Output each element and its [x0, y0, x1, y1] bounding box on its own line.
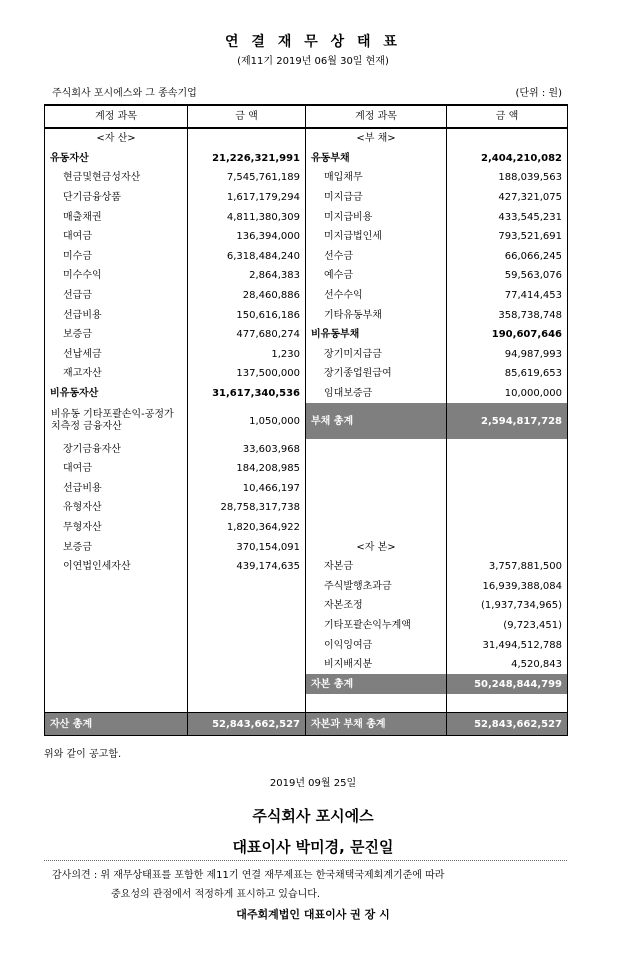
- asset-empty-cell: [45, 674, 188, 694]
- liab-equity-account-value: 2,404,210,082: [447, 149, 568, 169]
- table-row: [45, 596, 568, 616]
- table-row: [45, 364, 568, 384]
- asset-account-label-text: 비유동 기타포괄손익-공정가치측정 금융자산: [51, 409, 174, 433]
- liab-equity-account-label: [306, 479, 447, 499]
- table-row: [45, 305, 568, 325]
- liab-equity-account-value: 3,757,881,500: [447, 557, 568, 577]
- grand-total-row: [45, 713, 568, 736]
- asset-account-value: 439,174,635: [188, 557, 306, 577]
- asset-account-value: 1,050,000: [188, 403, 306, 439]
- table-row: [45, 188, 568, 208]
- liab-equity-account-value: [447, 537, 568, 557]
- liab-equity-account-label: <부 채>: [306, 128, 447, 149]
- asset-account-value: 2,864,383: [188, 266, 306, 286]
- liab-equity-account-label: 미지급비용: [306, 207, 447, 227]
- liab-equity-account-label: 선수금: [306, 247, 447, 267]
- table-row: [45, 168, 568, 188]
- page-title: 연 결 재 무 상 태 표: [225, 34, 401, 50]
- asset-account-label: 현금및현금성자산: [45, 168, 188, 188]
- announce-date: 2019년 09월 25일: [269, 778, 357, 789]
- liab-equity-account-label: 매입채무: [306, 168, 447, 188]
- header-amount-left: 금 액: [188, 105, 306, 128]
- liab-equity-account-label: [306, 498, 447, 518]
- table-row: [45, 498, 568, 518]
- asset-account-value: 1,617,179,294: [188, 188, 306, 208]
- asset-empty-cell: [45, 635, 188, 655]
- total-liab-equity-value: 52,843,662,527: [447, 713, 568, 736]
- liab-equity-account-value: [447, 128, 568, 149]
- liab-equity-account-value: 358,738,748: [447, 305, 568, 325]
- liab-equity-account-label: [306, 518, 447, 538]
- table-row: [45, 557, 568, 577]
- asset-account-value: 7,545,761,189: [188, 168, 306, 188]
- liab-equity-account-value: 94,987,993: [447, 345, 568, 365]
- asset-empty-cell: [188, 635, 306, 655]
- asset-empty-cell: [45, 576, 188, 596]
- liab-equity-account-value: [447, 439, 568, 459]
- audit-opinion-line1: 감사의견 : 위 재무상태표를 포함한 제11기 연결 재무제표는 한국채택국제회계기준에 따라: [52, 870, 445, 881]
- asset-account-value: 137,500,000: [188, 364, 306, 384]
- liab-equity-account-label: 자본 총계: [306, 674, 447, 694]
- table-row: [45, 616, 568, 636]
- asset-empty-cell: [188, 576, 306, 596]
- unit-label: (단위 : 원): [515, 88, 562, 99]
- asset-account-label: 비유동자산: [45, 384, 188, 404]
- notice-text: 위와 같이 공고함.: [44, 749, 122, 760]
- table-row: [45, 518, 568, 538]
- spacer-row: [45, 694, 568, 713]
- liab-equity-account-label: 주식발행초과금: [306, 576, 447, 596]
- asset-account-value: 21,226,321,991: [188, 149, 306, 169]
- liab-equity-account-label: 기타포괄손익누계액: [306, 616, 447, 636]
- liab-equity-account-label: 선수수익: [306, 286, 447, 306]
- asset-empty-cell: [188, 674, 306, 694]
- table-row: [45, 227, 568, 247]
- table-body: [45, 128, 568, 694]
- liab-equity-account-label: 자본금: [306, 557, 447, 577]
- table-row: [45, 479, 568, 499]
- liab-equity-account-value: 50,248,844,799: [447, 674, 568, 694]
- asset-account-label: 보증금: [45, 537, 188, 557]
- ceo-names: 대표이사 박미경, 문진일: [232, 838, 394, 856]
- liab-equity-account-value: [447, 479, 568, 499]
- asset-account-label: 매출채권: [45, 207, 188, 227]
- asset-account-label: 장기금융자산: [45, 439, 188, 459]
- asset-account-value: [188, 128, 306, 149]
- total-assets-label: 자산 총계: [45, 713, 188, 736]
- liab-equity-account-label: 비지배지분: [306, 655, 447, 675]
- header-account-left: 계정 과목: [45, 105, 188, 128]
- asset-empty-cell: [45, 596, 188, 616]
- asset-account-value: 136,394,000: [188, 227, 306, 247]
- liab-equity-account-value: 188,039,563: [447, 168, 568, 188]
- liab-equity-account-label: 유동부채: [306, 149, 447, 169]
- asset-account-value: 150,616,186: [188, 305, 306, 325]
- table-row: [45, 439, 568, 459]
- table-row: [45, 635, 568, 655]
- period-subtitle: (제11기 2019년 06월 30일 현재): [237, 56, 389, 67]
- table-row: [45, 674, 568, 694]
- table-row: [45, 207, 568, 227]
- asset-account-value: 33,603,968: [188, 439, 306, 459]
- liab-equity-account-label: 기타유동부채: [306, 305, 447, 325]
- table-row: [45, 325, 568, 345]
- total-liab-equity-label: 자본과 부채 총계: [306, 713, 447, 736]
- audit-opinion-line2: 중요성의 관점에서 적정하게 표시하고 있습니다.: [111, 889, 321, 900]
- table-row: [45, 537, 568, 557]
- asset-account-label: 재고자산: [45, 364, 188, 384]
- liab-equity-account-label: 미지급금: [306, 188, 447, 208]
- liab-equity-account-value: 2,594,817,728: [447, 403, 568, 439]
- liab-equity-account-label: 임대보증금: [306, 384, 447, 404]
- liab-equity-account-value: 31,494,512,788: [447, 635, 568, 655]
- corporation-name: 주식회사 포시에스: [252, 807, 374, 825]
- liab-equity-account-value: [447, 498, 568, 518]
- asset-account-label: 선급비용: [45, 305, 188, 325]
- liab-equity-account-label: 장기종업원급여: [306, 364, 447, 384]
- asset-account-value: 184,208,985: [188, 459, 306, 479]
- liab-equity-account-value: 4,520,843: [447, 655, 568, 675]
- table-row: [45, 247, 568, 267]
- liab-equity-account-value: 433,545,231: [447, 207, 568, 227]
- liab-equity-account-label: [306, 459, 447, 479]
- asset-account-value: 4,811,380,309: [188, 207, 306, 227]
- header-account-right: 계정 과목: [306, 105, 447, 128]
- table-row: [45, 459, 568, 479]
- asset-empty-cell: [188, 655, 306, 675]
- asset-account-label: 선급금: [45, 286, 188, 306]
- asset-empty-cell: [45, 655, 188, 675]
- table-row: [45, 576, 568, 596]
- table-row: [45, 266, 568, 286]
- liab-equity-account-value: 10,000,000: [447, 384, 568, 404]
- table-row: [45, 149, 568, 169]
- table-header-row: [45, 105, 568, 128]
- asset-account-value: 370,154,091: [188, 537, 306, 557]
- dotted-divider: [44, 860, 567, 861]
- table-row: [45, 655, 568, 675]
- asset-account-label: 단기금융상품: [45, 188, 188, 208]
- asset-account-value: 10,466,197: [188, 479, 306, 499]
- asset-account-label: [45, 403, 188, 439]
- liab-equity-account-value: [447, 459, 568, 479]
- liab-equity-account-value: 77,414,453: [447, 286, 568, 306]
- liab-equity-account-value: 16,939,388,084: [447, 576, 568, 596]
- table-row: [45, 128, 568, 149]
- liab-equity-account-label: [306, 439, 447, 459]
- liab-equity-account-label: 장기미지급금: [306, 345, 447, 365]
- liab-equity-account-value: 66,066,245: [447, 247, 568, 267]
- asset-account-value: 1,230: [188, 345, 306, 365]
- liab-equity-account-value: 793,521,691: [447, 227, 568, 247]
- asset-account-value: 477,680,274: [188, 325, 306, 345]
- asset-account-label: 유동자산: [45, 149, 188, 169]
- liab-equity-account-label: 부채 총계: [306, 403, 447, 439]
- company-label: 주식회사 포시에스와 그 종속기업: [52, 88, 197, 99]
- asset-empty-cell: [188, 596, 306, 616]
- asset-account-label: 보증금: [45, 325, 188, 345]
- asset-account-label: 선납세금: [45, 345, 188, 365]
- asset-account-label: 무형자산: [45, 518, 188, 538]
- header-amount-right: 금 액: [447, 105, 568, 128]
- liab-equity-account-value: [447, 518, 568, 538]
- table-row: [45, 403, 568, 439]
- balance-sheet-table: [44, 104, 568, 736]
- liab-equity-account-value: (9,723,451): [447, 616, 568, 636]
- asset-empty-cell: [188, 616, 306, 636]
- liab-equity-account-value: (1,937,734,965): [447, 596, 568, 616]
- asset-account-label: <자 산>: [45, 128, 188, 149]
- asset-account-label: 대여금: [45, 227, 188, 247]
- asset-account-label: 대여금: [45, 459, 188, 479]
- table-row: [45, 384, 568, 404]
- liab-equity-account-label: 미지급법인세: [306, 227, 447, 247]
- liab-equity-account-label: 비유동부채: [306, 325, 447, 345]
- asset-account-label: 미수수익: [45, 266, 188, 286]
- asset-account-label: 유형자산: [45, 498, 188, 518]
- auditor-name: 대주회계법인 대표이사 권 장 시: [236, 908, 390, 921]
- asset-account-label: 선급비용: [45, 479, 188, 499]
- table-row: [45, 286, 568, 306]
- liab-equity-account-label: 자본조정: [306, 596, 447, 616]
- asset-account-value: 28,460,886: [188, 286, 306, 306]
- asset-account-label: 이연법인세자산: [45, 557, 188, 577]
- asset-account-value: 28,758,317,738: [188, 498, 306, 518]
- liab-equity-account-value: 190,607,646: [447, 325, 568, 345]
- total-assets-value: 52,843,662,527: [188, 713, 306, 736]
- liab-equity-account-value: 427,321,075: [447, 188, 568, 208]
- asset-account-value: 31,617,340,536: [188, 384, 306, 404]
- table-row: [45, 345, 568, 365]
- asset-account-label: 미수금: [45, 247, 188, 267]
- liab-equity-account-value: 85,619,653: [447, 364, 568, 384]
- asset-empty-cell: [45, 616, 188, 636]
- liab-equity-account-label: 이익잉여금: [306, 635, 447, 655]
- asset-account-value: 1,820,364,922: [188, 518, 306, 538]
- asset-account-value: 6,318,484,240: [188, 247, 306, 267]
- liab-equity-account-value: 59,563,076: [447, 266, 568, 286]
- liab-equity-account-label: <자 본>: [306, 537, 447, 557]
- liab-equity-account-label: 예수금: [306, 266, 447, 286]
